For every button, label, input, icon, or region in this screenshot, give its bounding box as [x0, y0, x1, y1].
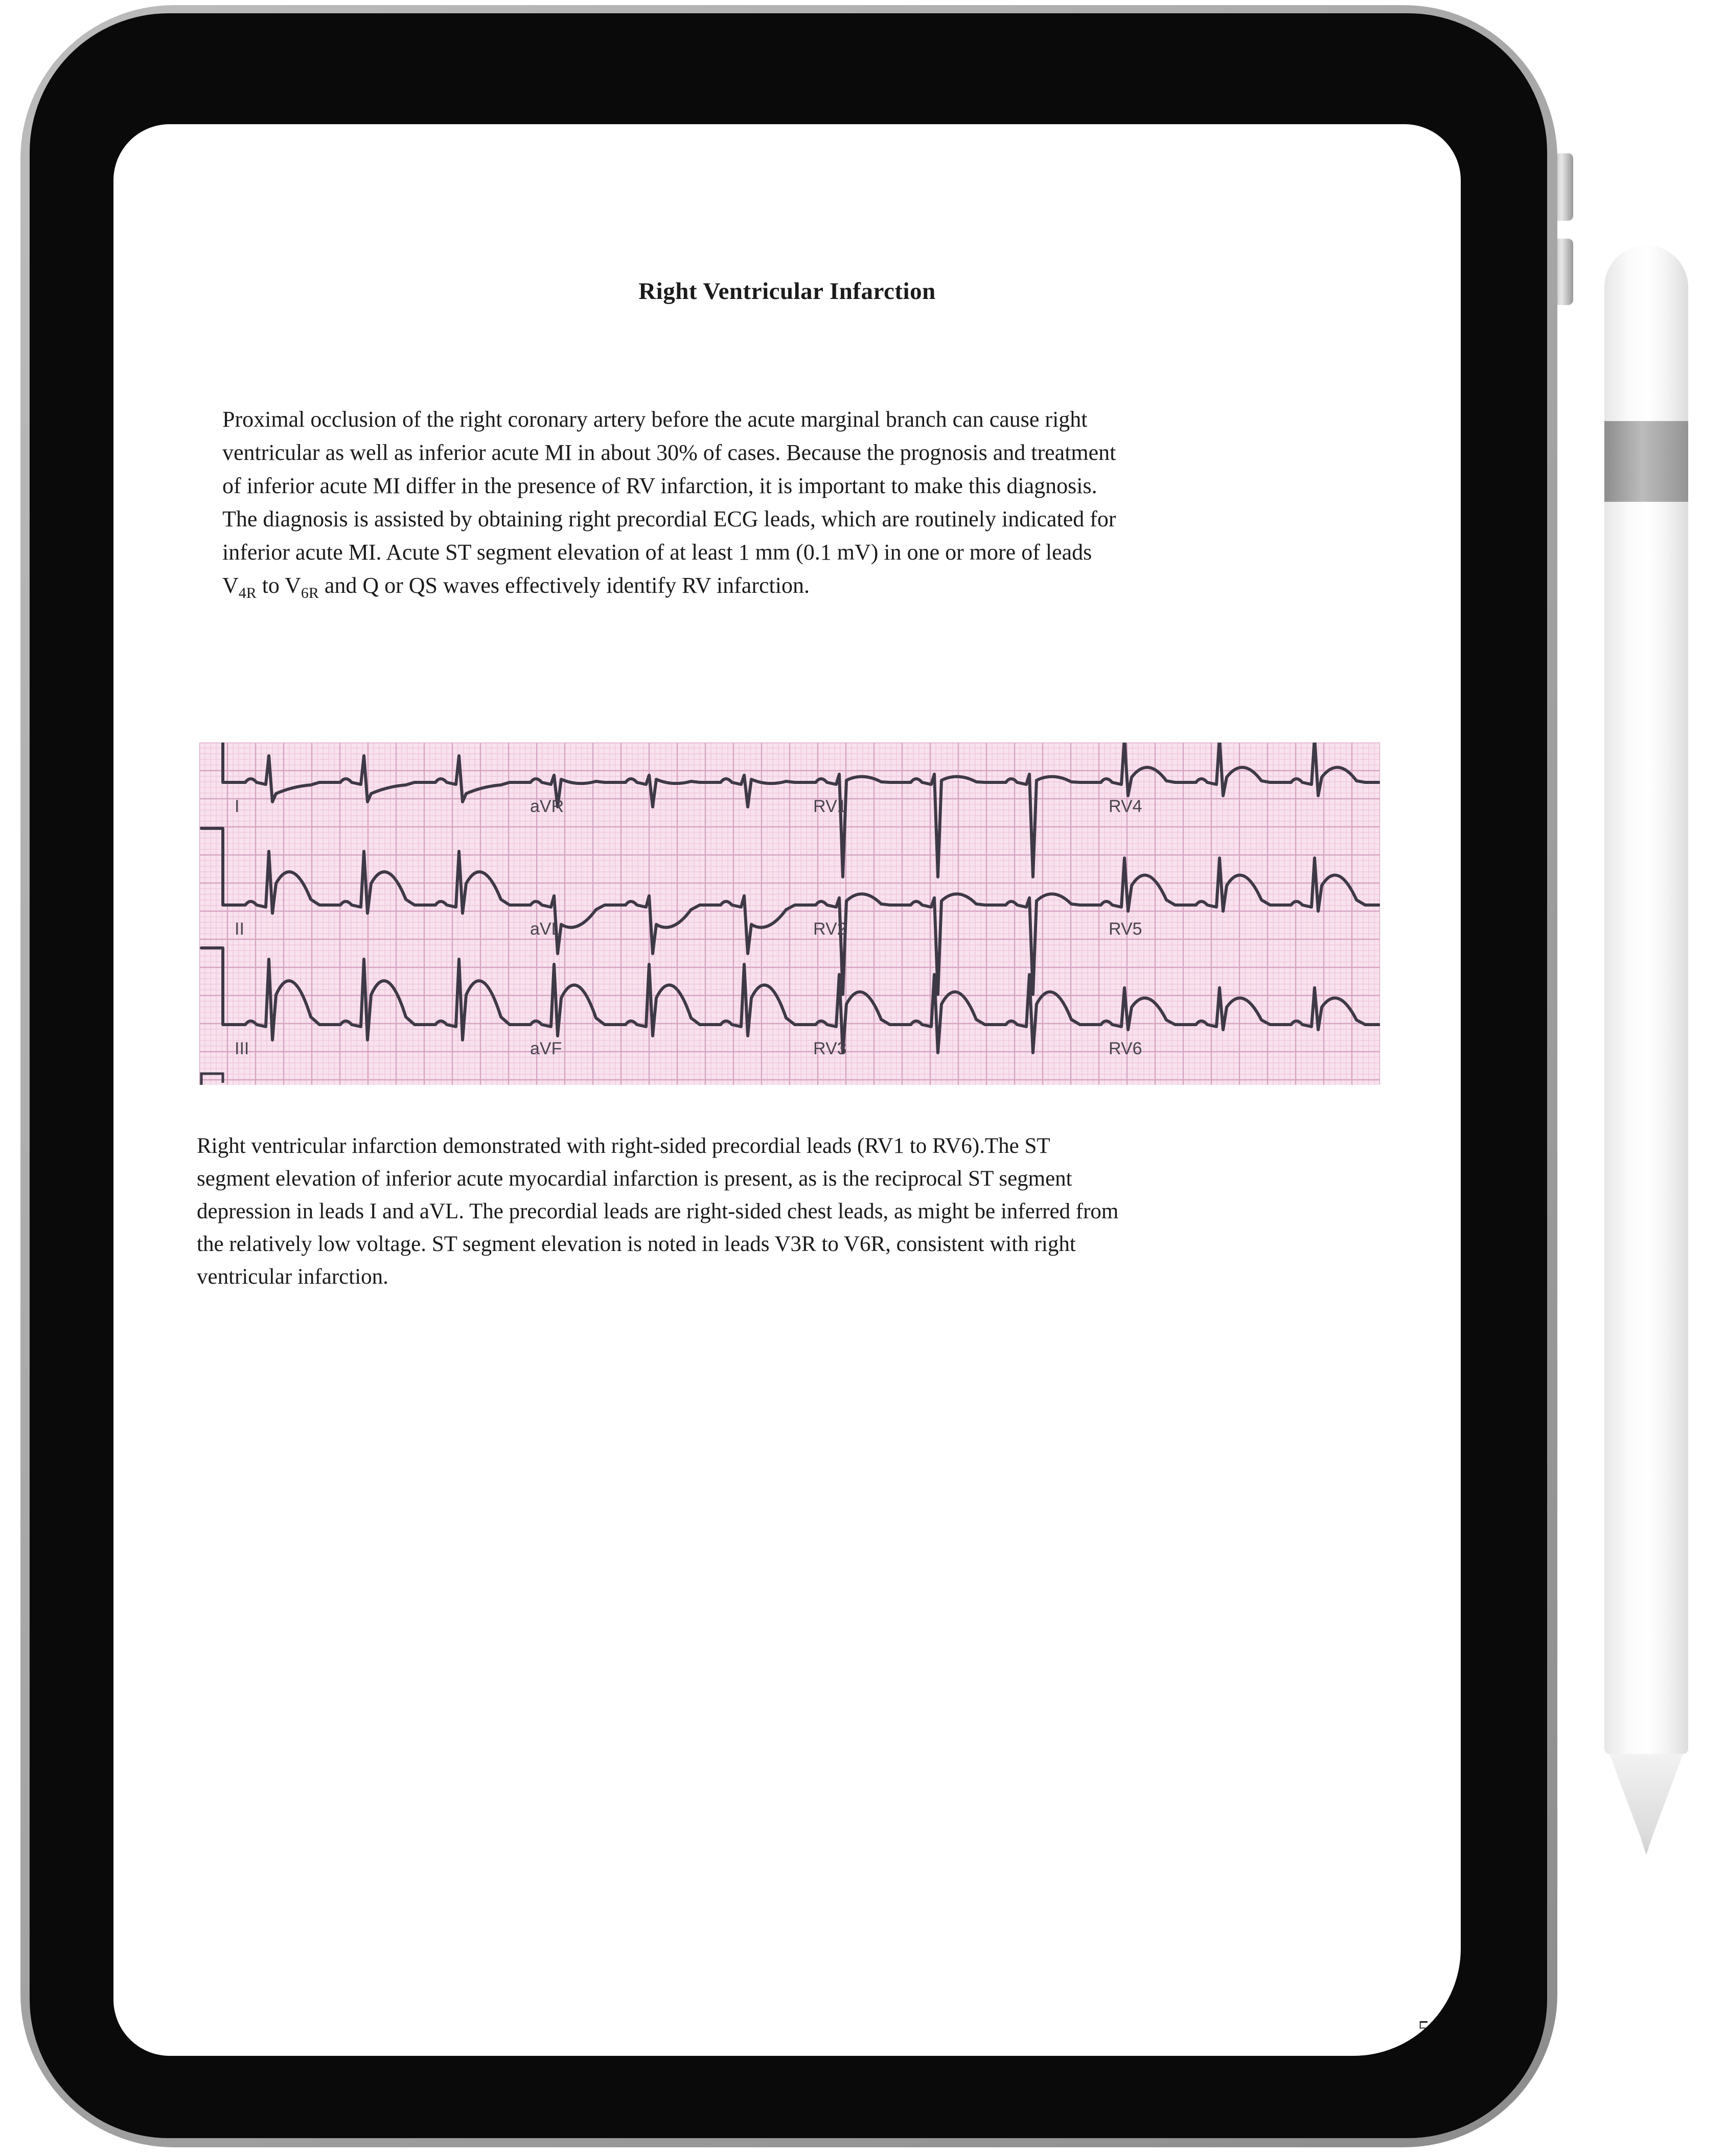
page-number: 51 [1418, 2015, 1441, 2042]
paragraph-line: Proximal occlusion of the right coronary artery before the acute marginal branch can cause right [222, 407, 1088, 432]
tablet-bezel [30, 13, 1547, 2138]
ecg-figure [199, 743, 1380, 1085]
figure-caption [197, 1130, 1118, 1293]
ecg-lead-label: RV1 [813, 797, 847, 816]
paragraph-line: of inferior acute MI differ in the presence of RV infarction, it is important to make this diagnosis. [222, 473, 1097, 498]
ecg-lead-label: III [235, 1039, 249, 1058]
ecg-lead-label: II [235, 919, 244, 939]
stylus-pencil [1604, 245, 1688, 1855]
paragraph-line: ventricular as well as inferior acute MI in about 30% of cases. Because the prognosis and treatment [222, 440, 1116, 465]
paragraph-line: $V_{4R}$ to $V_{6R}$ and Q or QS waves effectively identify RV infarction. [222, 573, 810, 601]
caption-line: segment elevation of inferior acute myocardial infarction is present, as is the reciprocal ST segment [197, 1167, 1072, 1191]
ecg-lead-label: RV5 [1109, 919, 1142, 939]
stylus-tip [1604, 1754, 1688, 1855]
paragraph-line: The diagnosis is assisted by obtaining right precordial ECG leads, which are routinely indicated for [222, 506, 1116, 531]
paragraph-line: inferior acute MI. Acute ST segment elevation of at least 1 mm (0.1 mV) in one or more of leads [222, 540, 1092, 565]
tablet-frame [20, 5, 1557, 2147]
page-title: Right Ventricular Infarction [638, 278, 936, 305]
stylus-band [1604, 421, 1688, 502]
ecg-lead-label: RV6 [1109, 1039, 1142, 1058]
body-paragraph [222, 403, 1116, 610]
ecg-lead-label: I [235, 797, 240, 816]
caption-line: ventricular infarction. [197, 1265, 388, 1289]
ecg-lead-label: aVR [530, 797, 564, 816]
ecg-lead-label: aVF [530, 1039, 562, 1058]
ecg-lead-label: aVL [530, 919, 561, 939]
caption-line: Right ventricular infarction demonstrated with right-sided precordial leads (RV1 to RV6).The ST [197, 1134, 1050, 1158]
ecg-lead-label: RV2 [813, 919, 847, 939]
tablet-screen[interactable] [113, 124, 1461, 2056]
ecg-lead-label: RV4 [1109, 797, 1142, 816]
ecg-lead-label: RV3 [813, 1039, 847, 1058]
caption-line: the relatively low voltage. ST segment elevation is noted in leads V3R to V6R, consistent with right [197, 1232, 1076, 1256]
caption-line: depression in leads I and aVL. The precordial leads are right-sided chest leads, as might be inferred from [197, 1199, 1119, 1223]
ecg-svg [199, 743, 1380, 1085]
